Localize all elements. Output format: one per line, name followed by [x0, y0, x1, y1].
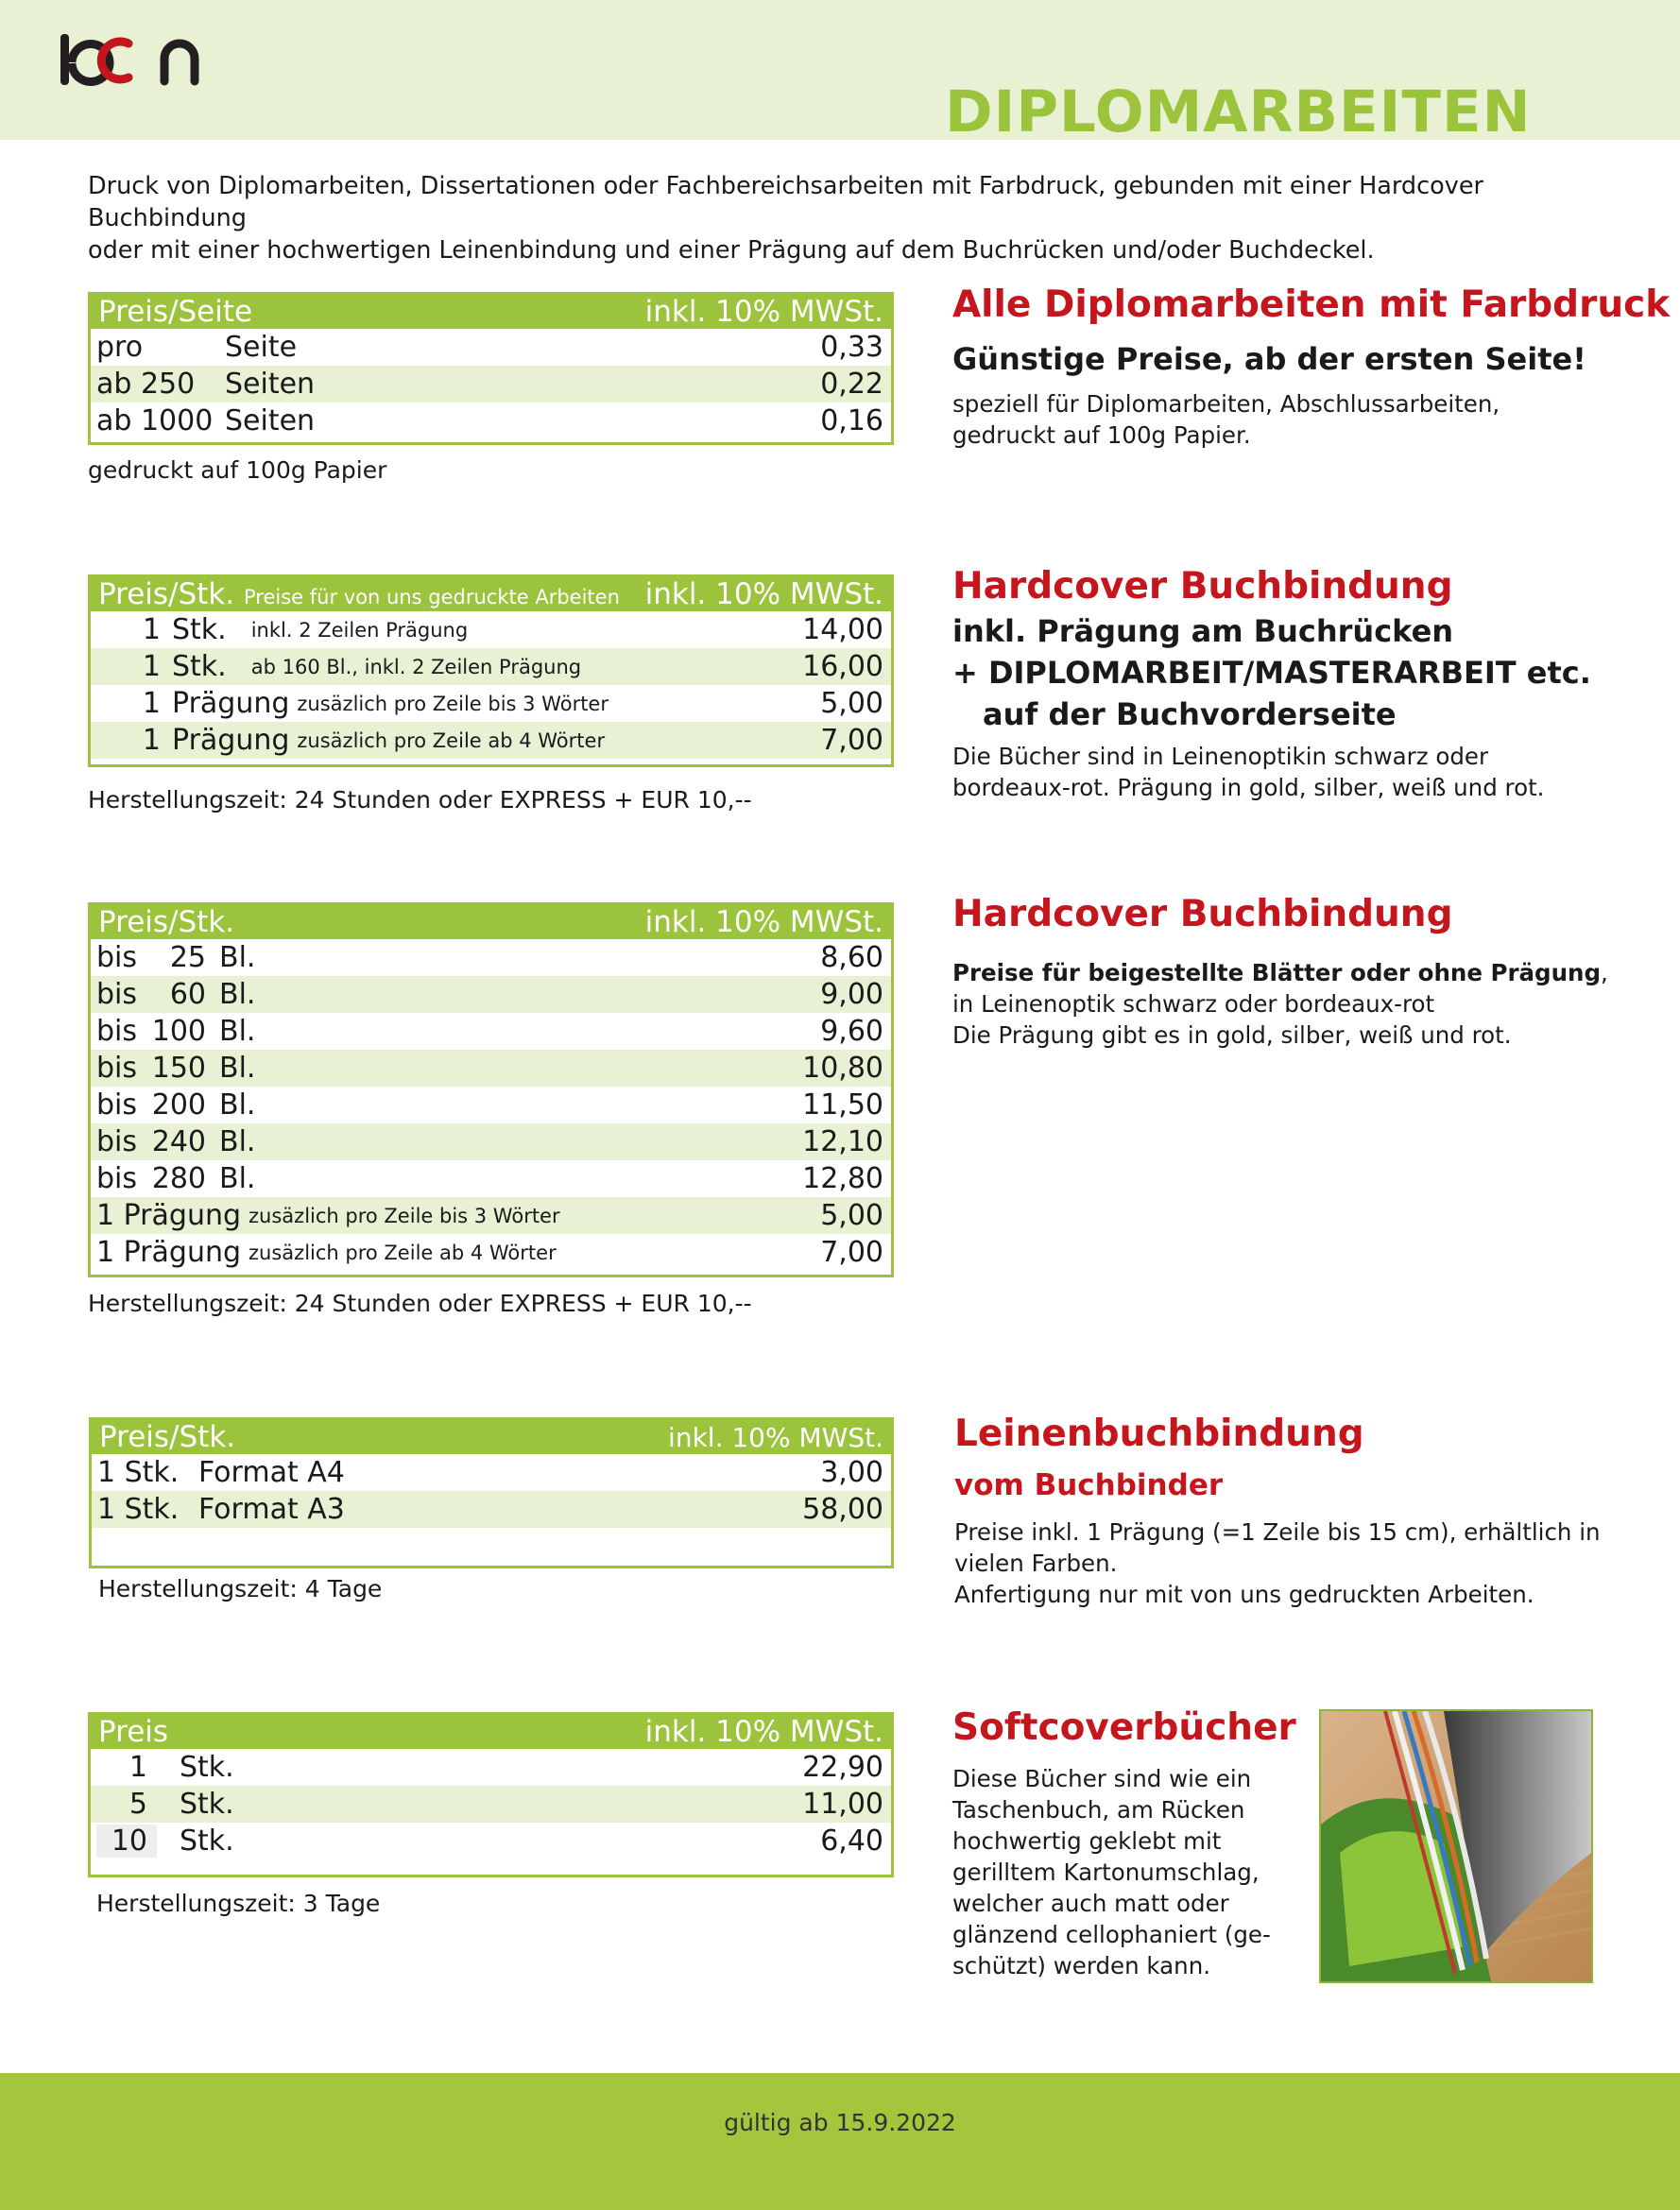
footnote: gedruckt auf 100g Papier: [88, 456, 387, 484]
table-row: ab 250 Seiten 0,22: [91, 366, 891, 403]
table-row: 1 Prägung zusäzlich pro Zeile ab 4 Wörter 7,00: [91, 1234, 891, 1271]
table-header: Preis inkl. 10% MWSt.: [91, 1715, 891, 1749]
section-subheading: Günstige Preise, ab der ersten Seite!: [952, 341, 1586, 377]
footnote: Herstellungszeit: 3 Tage: [96, 1890, 381, 1917]
table-row: 10 Stk. 6,40: [91, 1823, 891, 1859]
softcover-table: [88, 1712, 894, 1877]
table-row: 5 Stk. 11,00: [91, 1786, 891, 1823]
table-header: Preis/Seite inkl. 10% MWSt.: [91, 295, 891, 329]
table-row: bis 200 Bl. 11,50: [91, 1087, 891, 1123]
table-row: bis 60 Bl. 9,00: [91, 976, 891, 1013]
table-row: bis 280 Bl. 12,80: [91, 1160, 891, 1197]
footnote: Herstellungszeit: 4 Tage: [98, 1575, 383, 1602]
table-row: 1 Stk. 22,90: [91, 1749, 891, 1786]
hardcover-supplied-table: [88, 902, 894, 1277]
table-row-empty: [92, 1528, 891, 1565]
section-heading: Softcoverbücher: [952, 1706, 1296, 1749]
table-row: bis 100 Bl. 9,60: [91, 1013, 891, 1050]
footer-band: [0, 2073, 1680, 2210]
section-heading: Hardcover Buchbindung: [952, 893, 1453, 935]
table-header: Preis/Stk. Preise für von uns gedruckte Arbeiten inkl. 10% MWSt.: [91, 577, 891, 611]
section-heading: Leinenbuchbindung: [954, 1413, 1364, 1455]
footnote: Herstellungszeit: 24 Stunden oder EXPRESS + EUR 10,--: [88, 1290, 752, 1317]
table-row: 1 Prägung zusäzlich pro Zeile bis 3 Wörter 5,00: [91, 685, 891, 722]
bcn-logo: [55, 28, 206, 96]
section-description: Diese Bücher sind wie ein Taschenbuch, am Rücken hochwertig geklebt mit gerilltem Kartonumschlag, welcher auch matt oder glänzend cellophaniert (ge- schützt) werden kann.: [952, 1765, 1271, 1979]
section-description: Preise inkl. 1 Prägung (=1 Zeile bis 15 cm), erhältlich in vielen Farben. Anfertigung nur mit von uns gedruckten Arbeiten.: [954, 1518, 1601, 1608]
footnote: Herstellungszeit: 24 Stunden oder EXPRESS + EUR 10,--: [88, 786, 752, 814]
table-row: 1 Stk. Format A4 3,00: [92, 1454, 891, 1491]
section-description: Preise für beigestellte Blätter oder ohne Prägung, in Leinenoptik schwarz oder bordeaux-rot Die Prägung gibt es in gold, silber, weiß und rot.: [952, 959, 1608, 1049]
table-row: bis 150 Bl. 10,80: [91, 1050, 891, 1087]
intro-text: Druck von Diplomarbeiten, Dissertationen oder Fachbereichsarbeiten mit Farbdruck, gebunden mit einer Hardcover Buchbindung oder mit einer hochwertigen Leinenbindung und einer Prägung auf dem Buchrücken und/oder Buchdeckel.: [88, 172, 1484, 265]
table-header: Preis/Stk. inkl. 10% MWSt.: [91, 905, 891, 939]
table-row: 1 Stk. ab 160 Bl., inkl. 2 Zeilen Prägung 16,00: [91, 648, 891, 685]
section-description: Die Bücher sind in Leinenoptikin schwarz oder bordeaux-rot. Prägung in gold, silber, weiß und rot.: [952, 743, 1545, 801]
table-row: 1 Prägung zusäzlich pro Zeile bis 3 Wörter 5,00: [91, 1197, 891, 1234]
page-title: DIPLOMARBEITEN: [945, 78, 1532, 146]
section-subheading: vom Buchbinder: [954, 1468, 1224, 1502]
table-row: 1 Stk. Format A3 58,00: [92, 1491, 891, 1528]
section-heading: Hardcover Buchbindung: [952, 565, 1453, 608]
table-header: Preis/Stk. inkl. 10% MWSt.: [92, 1420, 891, 1454]
table-row: 1 Prägung zusäzlich pro Zeile ab 4 Wörter 7,00: [91, 722, 891, 759]
section-description: speziell für Diplomarbeiten, Abschlussarbeiten, gedruckt auf 100g Papier.: [952, 390, 1500, 449]
validity-date: gültig ab 15.9.2022: [724, 2109, 956, 2136]
table-row: pro Seite 0,33: [91, 329, 891, 366]
price-per-page-table: [88, 292, 894, 445]
hardcover-print-table: [88, 574, 894, 767]
section-heading: Alle Diplomarbeiten mit Farbdruck: [952, 283, 1671, 326]
table-row: 1 Stk. inkl. 2 Zeilen Prägung 14,00: [91, 611, 891, 648]
linen-binding-table: [89, 1417, 894, 1568]
table-row: bis 25 Bl. 8,60: [91, 939, 891, 976]
section-subheading: inkl. Prägung am Buchrücken + DIPLOMARBEIT/MASTERARBEIT etc. auf der Buchvorderseite: [952, 613, 1591, 732]
table-row: bis 240 Bl. 12,10: [91, 1123, 891, 1160]
table-row: ab 1000 Seiten 0,16: [91, 403, 891, 439]
softcover-book-photo: [1319, 1709, 1593, 1983]
